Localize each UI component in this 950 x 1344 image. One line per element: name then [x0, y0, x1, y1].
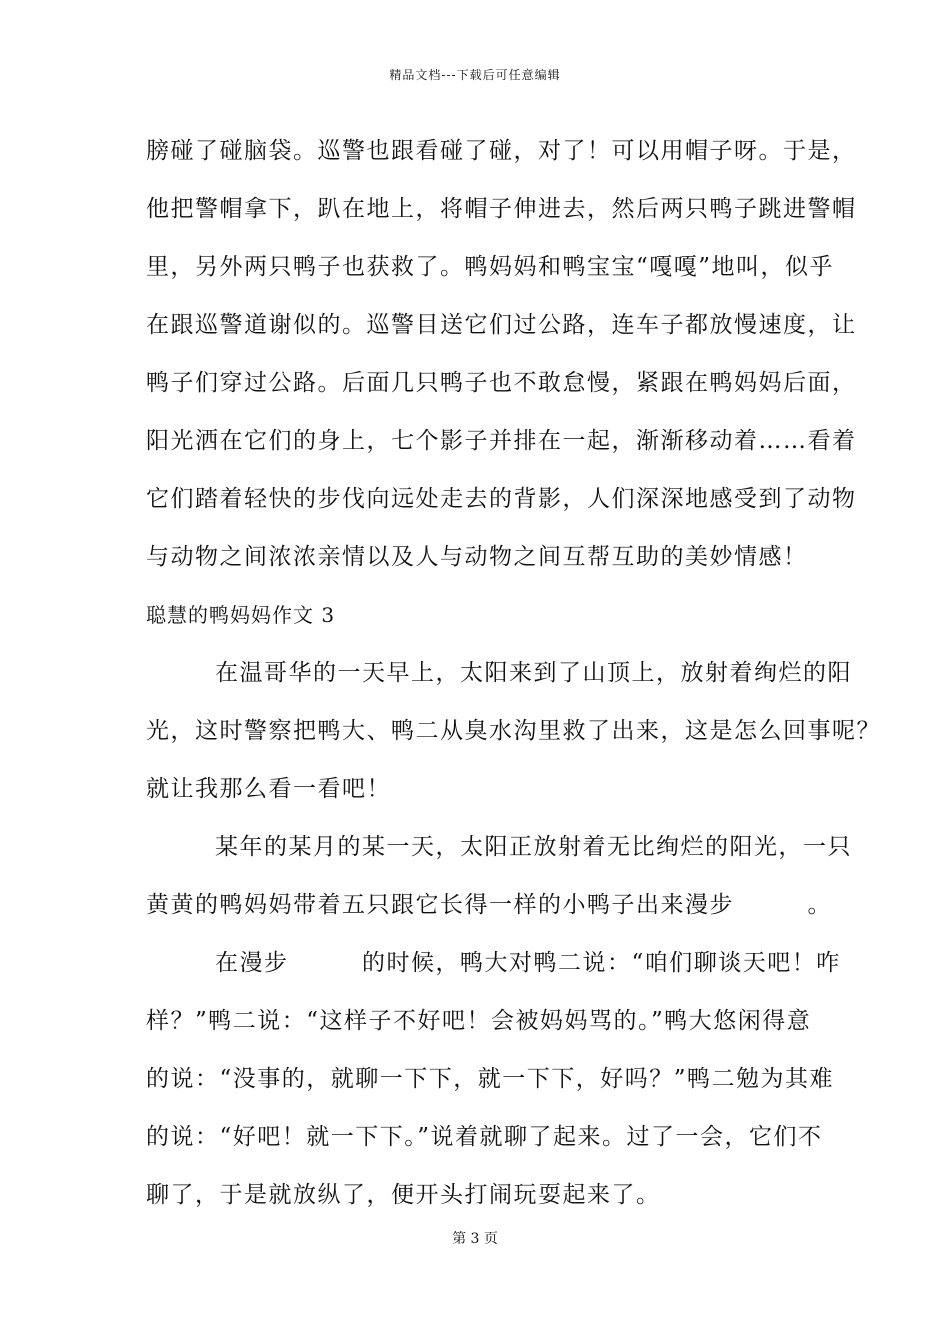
- text-line: 膀碰了碰脑袋。巡警也跟看碰了碰，对了！可以用帽子呀。于是，: [146, 138, 857, 164]
- text-line: 在温哥华的一天早上，太阳来到了山顶上，放射着绚烂的阳: [215, 660, 852, 686]
- text-line: 与动物之间浓浓亲情以及人与动物之间互帮互助的美妙情感！: [146, 544, 808, 570]
- text-line: 里，另外两只鸭子也获救了。鸭妈妈和鸭宝宝“嘎嘎”地叫，似乎: [146, 254, 835, 280]
- text-line: 某年的某月的某一天，太阳正放射着无比绚烂的阳光，一只: [215, 834, 852, 860]
- text-line: 在跟巡警道谢似的。巡警目送它们过公路，连车子都放慢速度，让: [146, 312, 857, 338]
- section-heading: 聪慧的鸭妈妈作文 3: [146, 603, 336, 627]
- text-line: 的说：“没事的，就聊一下下，就一下下，好吗？”鸭二勉为其难: [146, 1066, 835, 1092]
- page-number: 第 3 页: [452, 1231, 498, 1247]
- text-line: 就让我那么看一看吧！: [146, 776, 391, 802]
- text-line: 他把警帽拿下，趴在地上，将帽子伸进去，然后两只鸭子跳进警帽: [146, 196, 857, 222]
- document-body: [146, 131, 881, 1233]
- text-line: 黄黄的鸭妈妈带着五只跟它长得一样的小鸭子出来漫步 。: [146, 892, 832, 918]
- text-line: 的说：“好吧！就一下下。”说着就聊了起来。过了一会，它们不: [146, 1124, 823, 1150]
- text-line: 样？”鸭二说：“这样子不好吧！会被妈妈骂的。”鸭大悠闲得意: [146, 1008, 812, 1034]
- text-line: 鸭子们穿过公路。后面几只鸭子也不敢怠慢，紧跟在鸭妈妈后面，: [146, 370, 857, 396]
- text-line: 阳光洒在它们的身上，七个影子并排在一起，渐渐移动着……看着: [146, 428, 857, 454]
- text-line: 它们踏着轻快的步伐向远处走去的背影，人们深深地感受到了动物: [146, 486, 857, 512]
- text-line: 在漫步 的时候，鸭大对鸭二说：“咱们聊谈天吧！咋: [215, 950, 841, 976]
- text-line: 光，这时警察把鸭大、鸭二从臭水沟里救了出来，这是怎么回事呢？: [146, 718, 881, 744]
- text-line: 聊了，于是就放纵了，便开头打闹玩耍起来了。: [146, 1182, 661, 1208]
- page-header: 精品文档---下载后可任意编辑: [389, 68, 561, 82]
